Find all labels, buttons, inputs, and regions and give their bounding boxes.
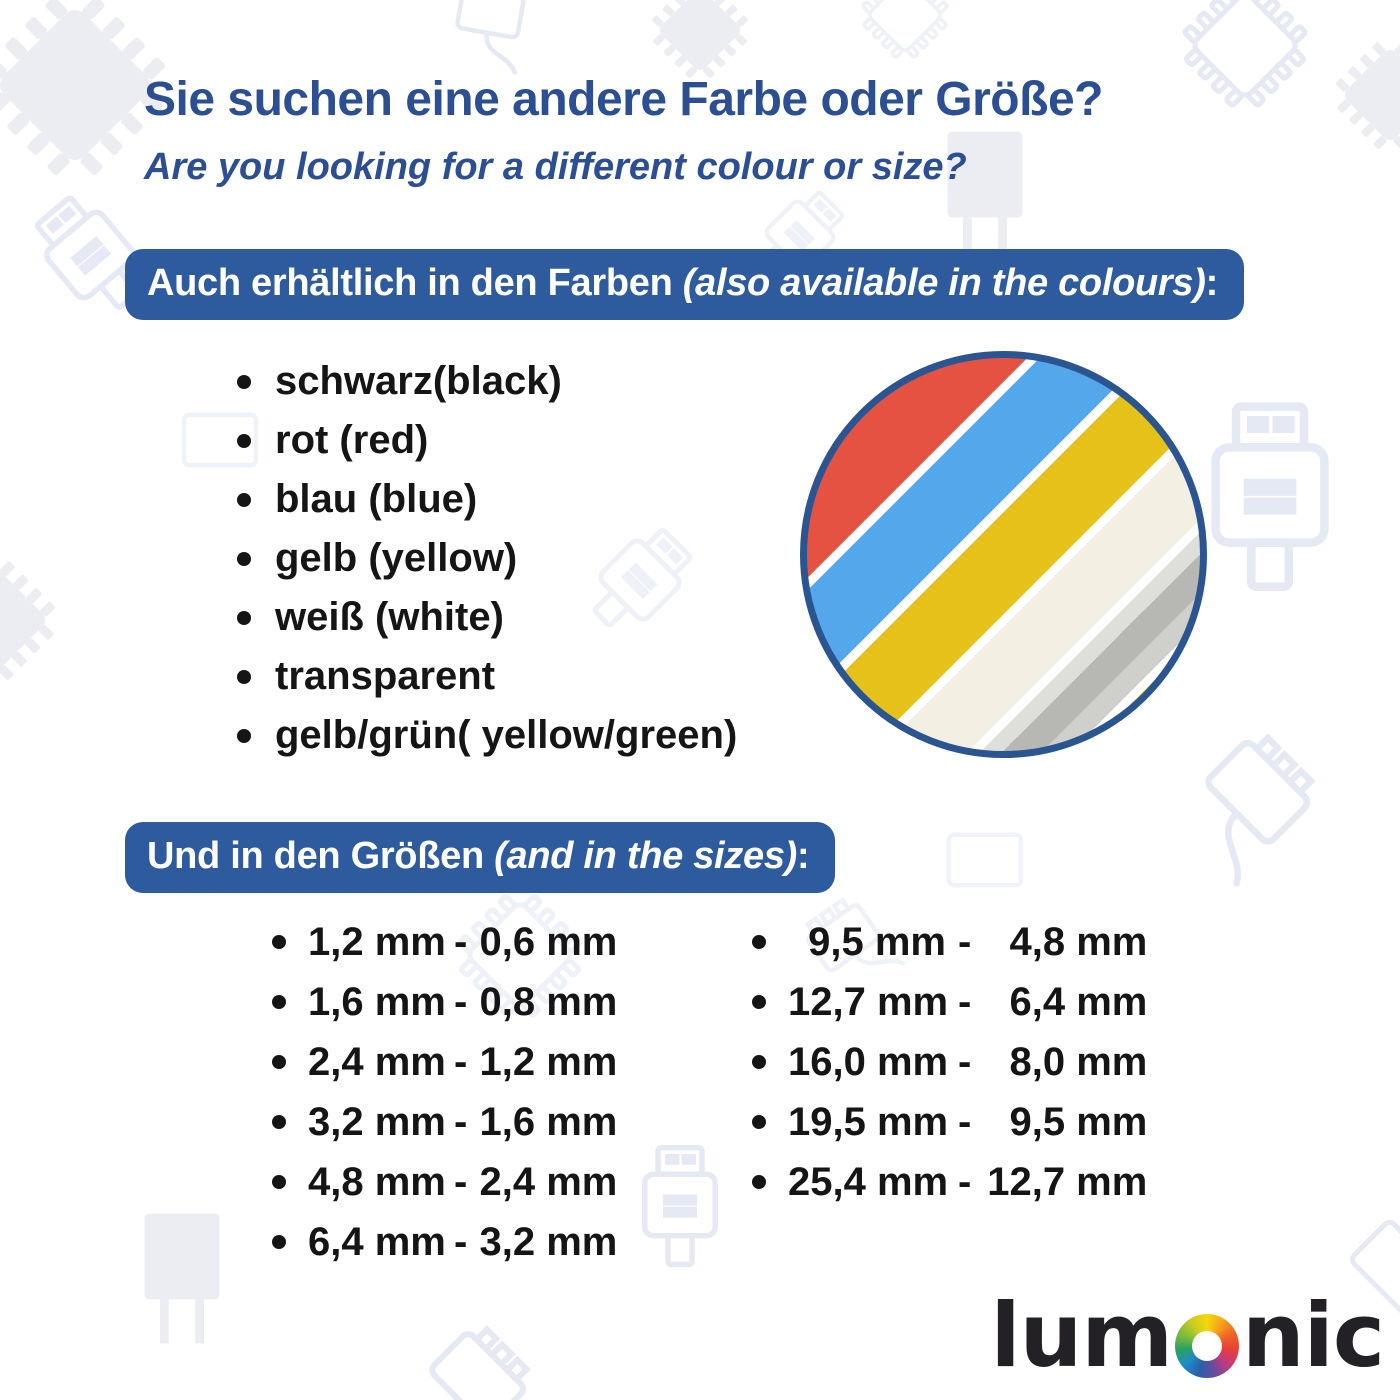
bullet-dot-icon bbox=[272, 1175, 286, 1189]
bullet-dot-icon bbox=[752, 1115, 766, 1129]
bullet-dot-icon bbox=[237, 375, 251, 389]
bullet-dot-icon bbox=[752, 995, 766, 1009]
bullet-dot-icon bbox=[272, 1115, 286, 1129]
bullet-dot-icon bbox=[237, 493, 251, 507]
size-list-item bbox=[752, 1032, 1147, 1092]
size-dash: - bbox=[454, 979, 468, 1024]
size-dash: - bbox=[958, 1099, 972, 1144]
size-to: 0,6 mm bbox=[479, 919, 618, 964]
color-label: schwarz(black) bbox=[275, 359, 562, 403]
size-list-item bbox=[272, 1212, 617, 1272]
logo-ring-hole bbox=[1192, 1331, 1222, 1361]
size-from: 4,8 mm bbox=[308, 1159, 446, 1204]
size-to: 2,4 mm bbox=[479, 1159, 618, 1204]
size-list-item bbox=[272, 912, 617, 972]
colors-banner-text-en: (also available in the colours) bbox=[682, 262, 1206, 304]
color-list-item bbox=[237, 588, 737, 647]
size-from: 6,4 mm bbox=[308, 1219, 446, 1264]
colors-banner bbox=[125, 249, 1244, 320]
size-dash: - bbox=[454, 1159, 468, 1204]
bullet-dot-icon bbox=[237, 670, 251, 684]
size-to: 3,2 mm bbox=[479, 1219, 618, 1264]
size-from: 25,4 mm bbox=[788, 1159, 949, 1204]
page-subtitle: Are you looking for a different colour or size? bbox=[144, 146, 967, 188]
logo-text-before: lum bbox=[990, 1284, 1173, 1387]
sizes-banner bbox=[125, 822, 835, 893]
size-dash: - bbox=[958, 979, 972, 1024]
color-list-item bbox=[237, 529, 737, 588]
color-list-item bbox=[237, 470, 737, 529]
sizes-banner-text-en: (and in the sizes) bbox=[494, 835, 798, 877]
size-from: 1,2 mm bbox=[308, 919, 446, 964]
size-dash: - bbox=[454, 919, 468, 964]
size-dash: - bbox=[958, 1039, 972, 1084]
colors-banner-colon: : bbox=[1205, 262, 1218, 304]
size-dash: - bbox=[958, 919, 972, 964]
size-list-item bbox=[272, 1152, 617, 1212]
color-list-item bbox=[237, 352, 737, 411]
size-list-item bbox=[272, 972, 617, 1032]
bullet-dot-icon bbox=[272, 1235, 286, 1249]
bullet-dot-icon bbox=[272, 935, 286, 949]
size-to: 6,4 mm bbox=[1009, 979, 1148, 1024]
size-list-left bbox=[272, 912, 617, 1272]
color-label: gelb (yellow) bbox=[275, 536, 518, 580]
logo-rainbow-ring-icon bbox=[1175, 1314, 1239, 1378]
bullet-dot-icon bbox=[752, 1055, 766, 1069]
size-dash: - bbox=[454, 1219, 468, 1264]
size-dash: - bbox=[454, 1099, 468, 1144]
size-list-item bbox=[752, 912, 1147, 972]
size-dash: - bbox=[958, 1159, 972, 1204]
size-to: 0,8 mm bbox=[479, 979, 618, 1024]
bullet-dot-icon bbox=[237, 729, 251, 743]
size-list-item bbox=[272, 1032, 617, 1092]
color-list-item bbox=[237, 647, 737, 706]
tube-color-swatch-image bbox=[800, 351, 1207, 758]
size-list-item bbox=[272, 1092, 617, 1152]
bullet-dot-icon bbox=[752, 935, 766, 949]
size-list-item bbox=[752, 1092, 1147, 1152]
sizes-banner-colon: : bbox=[797, 835, 810, 877]
size-to: 1,6 mm bbox=[479, 1099, 618, 1144]
logo-text-after: nic bbox=[1242, 1284, 1384, 1387]
size-list-right bbox=[752, 912, 1147, 1212]
page-title: Sie suchen eine andere Farbe oder Größe? bbox=[144, 73, 1103, 126]
color-label: weiß (white) bbox=[275, 595, 504, 639]
size-list-item bbox=[752, 972, 1147, 1032]
sizes-banner-text-de: Und in den Größen bbox=[147, 835, 495, 877]
color-label: gelb/grün( yellow/green) bbox=[275, 713, 738, 757]
color-label: transparent bbox=[275, 654, 496, 698]
bullet-dot-icon bbox=[237, 552, 251, 566]
bullet-dot-icon bbox=[752, 1175, 766, 1189]
size-from: 1,6 mm bbox=[308, 979, 446, 1024]
bullet-dot-icon bbox=[237, 611, 251, 625]
color-list-item bbox=[237, 411, 737, 470]
size-from: 19,5 mm bbox=[788, 1099, 949, 1144]
size-from: 9,5 mm bbox=[808, 919, 946, 964]
color-label: rot (red) bbox=[275, 418, 429, 462]
color-label: blau (blue) bbox=[275, 477, 478, 521]
bullet-dot-icon bbox=[237, 434, 251, 448]
bullet-dot-icon bbox=[272, 995, 286, 1009]
size-to: 12,7 mm bbox=[987, 1159, 1148, 1204]
size-to: 4,8 mm bbox=[1009, 919, 1148, 964]
size-from: 2,4 mm bbox=[308, 1039, 446, 1084]
size-from: 12,7 mm bbox=[788, 979, 949, 1024]
size-dash: - bbox=[454, 1039, 468, 1084]
size-to: 9,5 mm bbox=[1009, 1099, 1148, 1144]
size-to: 8,0 mm bbox=[1009, 1039, 1148, 1084]
size-list-item bbox=[752, 1152, 1147, 1212]
size-to: 1,2 mm bbox=[479, 1039, 618, 1084]
colors-banner-text-de: Auch erhältlich in den Farben bbox=[147, 262, 683, 304]
size-from: 16,0 mm bbox=[788, 1039, 949, 1084]
size-from: 3,2 mm bbox=[308, 1099, 446, 1144]
color-list-item bbox=[237, 706, 737, 765]
lumonic-logo bbox=[990, 1284, 1385, 1387]
color-list bbox=[237, 352, 737, 765]
bullet-dot-icon bbox=[272, 1055, 286, 1069]
